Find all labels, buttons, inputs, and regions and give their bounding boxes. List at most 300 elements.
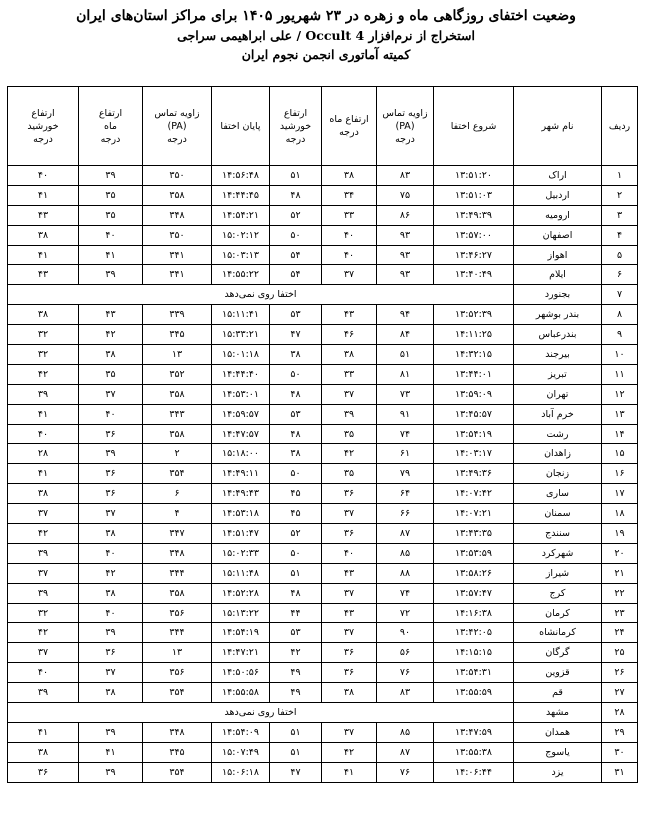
cell-end: ۱۴:۴۷:۲۱ <box>212 643 270 663</box>
cell-row-number: ۳ <box>602 205 638 225</box>
cell-moon-alt-start: ۳۷ <box>322 722 377 742</box>
cell-sun-alt-start: ۵۰ <box>270 464 322 484</box>
cell-moon-alt-end: ۳۵ <box>79 364 143 384</box>
cell-sun-alt-end: ۴۲ <box>8 524 79 544</box>
cell-start: ۱۳:۵۳:۵۹ <box>434 543 514 563</box>
cell-moon-alt-start: ۳۳ <box>322 205 377 225</box>
table-row <box>8 504 638 524</box>
cell-sun-alt-start: ۵۰ <box>270 543 322 563</box>
table-row <box>8 345 638 365</box>
cell-start: ۱۳:۴۶:۲۷ <box>434 245 514 265</box>
table-row <box>8 583 638 603</box>
cell-pa-end: ۶ <box>143 484 212 504</box>
cell-moon-alt-end: ۴۳ <box>79 305 143 325</box>
cell-sun-alt-start: ۴۹ <box>270 663 322 683</box>
cell-moon-alt-start: ۴۶ <box>322 325 377 345</box>
table-header-row <box>8 87 638 166</box>
cell-moon-alt-start: ۳۷ <box>322 265 377 285</box>
table-row <box>8 245 638 265</box>
cell-start: ۱۳:۴۹:۳۹ <box>434 205 514 225</box>
cell-start: ۱۳:۴۷:۵۹ <box>434 722 514 742</box>
cell-row-number: ۲۶ <box>602 663 638 683</box>
cell-pa-end: ۳۴۸ <box>143 722 212 742</box>
cell-sun-alt-start: ۵۲ <box>270 524 322 544</box>
cell-sun-alt-end: ۴۱ <box>8 185 79 205</box>
cell-row-number: ۱۱ <box>602 364 638 384</box>
cell-end: ۱۵:۱۱:۴۱ <box>212 305 270 325</box>
cell-pa-end: ۳۳۹ <box>143 305 212 325</box>
cell-moon-alt-end: ۳۶ <box>79 424 143 444</box>
cell-row-number: ۱ <box>602 166 638 186</box>
cell-city: بندرعباس <box>514 325 602 345</box>
cell-row-number: ۱۶ <box>602 464 638 484</box>
cell-end: ۱۴:۵۱:۴۷ <box>212 524 270 544</box>
header-row-number: ردیف <box>602 87 638 166</box>
cell-moon-alt-start: ۳۶ <box>322 663 377 683</box>
header-pa-start: زاویه تماس (PA) درجه <box>377 87 434 166</box>
cell-moon-alt-end: ۳۹ <box>79 444 143 464</box>
cell-moon-alt-end: ۳۹ <box>79 762 143 782</box>
cell-sun-alt-start: ۴۴ <box>270 603 322 623</box>
cell-end: ۱۴:۵۴:۰۹ <box>212 722 270 742</box>
cell-row-number: ۵ <box>602 245 638 265</box>
header-end: پایان اختفا <box>212 87 270 166</box>
cell-sun-alt-start: ۴۸ <box>270 384 322 404</box>
cell-sun-alt-end: ۳۹ <box>8 384 79 404</box>
cell-start: ۱۳:۴۵:۵۷ <box>434 404 514 424</box>
cell-moon-alt-end: ۳۶ <box>79 464 143 484</box>
cell-moon-alt-start: ۳۹ <box>322 404 377 424</box>
header-start: شروع اختفا <box>434 87 514 166</box>
cell-start: ۱۳:۴۹:۳۶ <box>434 464 514 484</box>
cell-city: اهواز <box>514 245 602 265</box>
cell-city: تبریز <box>514 364 602 384</box>
cell-moon-alt-start: ۴۰ <box>322 245 377 265</box>
table-row <box>8 484 638 504</box>
cell-start: ۱۳:۵۱:۲۰ <box>434 166 514 186</box>
cell-pa-end: ۳۴۱ <box>143 245 212 265</box>
cell-end: ۱۵:۰۲:۱۲ <box>212 225 270 245</box>
table-row <box>8 643 638 663</box>
cell-sun-alt-start: ۵۱ <box>270 563 322 583</box>
table-row <box>8 285 638 305</box>
cell-pa-end: ۳۵۴ <box>143 464 212 484</box>
cell-moon-alt-end: ۳۷ <box>79 663 143 683</box>
cell-pa-start: ۸۷ <box>377 524 434 544</box>
cell-start: ۱۳:۵۸:۲۶ <box>434 563 514 583</box>
cell-city: اصفهان <box>514 225 602 245</box>
cell-moon-alt-end: ۳۷ <box>79 504 143 524</box>
cell-city: کرمان <box>514 603 602 623</box>
table-row <box>8 404 638 424</box>
cell-moon-alt-end: ۴۲ <box>79 563 143 583</box>
cell-end: ۱۵:۳۳:۲۱ <box>212 325 270 345</box>
cell-sun-alt-end: ۴۰ <box>8 663 79 683</box>
cell-end: ۱۵:۰۲:۳۳ <box>212 543 270 563</box>
cell-moon-alt-start: ۳۸ <box>322 345 377 365</box>
cell-sun-alt-start: ۴۷ <box>270 325 322 345</box>
cell-city: بندر بوشهر <box>514 305 602 325</box>
cell-end: ۱۴:۵۴:۱۹ <box>212 623 270 643</box>
cell-sun-alt-end: ۴۳ <box>8 265 79 285</box>
cell-moon-alt-end: ۳۸ <box>79 683 143 703</box>
cell-pa-end: ۳۵۰ <box>143 225 212 245</box>
cell-sun-alt-start: ۴۷ <box>270 762 322 782</box>
cell-city: تهران <box>514 384 602 404</box>
table-row <box>8 603 638 623</box>
cell-pa-start: ۹۳ <box>377 245 434 265</box>
cell-moon-alt-end: ۳۹ <box>79 722 143 742</box>
cell-pa-start: ۸۷ <box>377 742 434 762</box>
cell-moon-alt-end: ۴۲ <box>79 325 143 345</box>
cell-moon-alt-start: ۴۲ <box>322 742 377 762</box>
cell-row-number: ۲۷ <box>602 683 638 703</box>
cell-sun-alt-end: ۴۱ <box>8 245 79 265</box>
cell-sun-alt-start: ۵۱ <box>270 166 322 186</box>
cell-end: ۱۴:۵۳:۱۸ <box>212 504 270 524</box>
cell-city: گرگان <box>514 643 602 663</box>
header-pa-end: زاویه تماس (PA) درجه <box>143 87 212 166</box>
cell-end: ۱۴:۴۴:۴۰ <box>212 364 270 384</box>
table-row <box>8 623 638 643</box>
cell-row-number: ۳۰ <box>602 742 638 762</box>
cell-end: ۱۵:۱۸:۰۰ <box>212 444 270 464</box>
cell-pa-end: ۳۴۴ <box>143 563 212 583</box>
cell-city: ایلام <box>514 265 602 285</box>
cell-start: ۱۳:۴۴:۰۱ <box>434 364 514 384</box>
cell-sun-alt-start: ۴۸ <box>270 185 322 205</box>
cell-moon-alt-end: ۳۶ <box>79 484 143 504</box>
cell-moon-alt-start: ۳۳ <box>322 364 377 384</box>
cell-row-number: ۱۴ <box>602 424 638 444</box>
cell-city: قم <box>514 683 602 703</box>
cell-moon-alt-end: ۴۰ <box>79 404 143 424</box>
table-body <box>8 166 638 783</box>
cell-pa-end: ۳۵۲ <box>143 364 212 384</box>
cell-start: ۱۴:۰۷:۲۱ <box>434 504 514 524</box>
cell-end: ۱۵:۰۳:۱۳ <box>212 245 270 265</box>
cell-start: ۱۳:۴۳:۳۵ <box>434 524 514 544</box>
cell-row-number: ۲۹ <box>602 722 638 742</box>
cell-city: زنجان <box>514 464 602 484</box>
cell-pa-start: ۷۴ <box>377 424 434 444</box>
cell-moon-alt-end: ۴۰ <box>79 225 143 245</box>
cell-sun-alt-end: ۳۸ <box>8 484 79 504</box>
cell-row-number: ۳۱ <box>602 762 638 782</box>
cell-sun-alt-start: ۵۳ <box>270 404 322 424</box>
cell-sun-alt-end: ۴۲ <box>8 364 79 384</box>
cell-start: ۱۳:۵۵:۳۸ <box>434 742 514 762</box>
cell-sun-alt-start: ۵۱ <box>270 742 322 762</box>
cell-moon-alt-start: ۳۸ <box>322 166 377 186</box>
cell-end: ۱۴:۵۵:۵۸ <box>212 683 270 703</box>
cell-start: ۱۳:۵۷:۴۷ <box>434 583 514 603</box>
document-subtitle: استخراج از نرم‌افزار Occult 4 / علی ابراهیمی سراجی <box>177 28 475 43</box>
cell-sun-alt-end: ۴۳ <box>8 205 79 225</box>
table-row <box>8 305 638 325</box>
cell-moon-alt-end: ۳۶ <box>79 643 143 663</box>
cell-pa-start: ۹۳ <box>377 225 434 245</box>
table-row <box>8 762 638 782</box>
table-row <box>8 225 638 245</box>
cell-start: ۱۳:۴۰:۴۹ <box>434 265 514 285</box>
cell-city: کرج <box>514 583 602 603</box>
cell-pa-end: ۲ <box>143 444 212 464</box>
cell-sun-alt-start: ۴۸ <box>270 583 322 603</box>
organization-line: کمیته آماتوری انجمن نجوم ایران <box>241 47 411 62</box>
table-row <box>8 384 638 404</box>
cell-end: ۱۴:۵۴:۲۱ <box>212 205 270 225</box>
cell-sun-alt-start: ۳۸ <box>270 444 322 464</box>
cell-end: ۱۵:۱۱:۴۸ <box>212 563 270 583</box>
cell-sun-alt-start: ۵۱ <box>270 722 322 742</box>
table-row <box>8 563 638 583</box>
cell-city: رشت <box>514 424 602 444</box>
cell-start: ۱۴:۳۲:۱۵ <box>434 345 514 365</box>
cell-pa-end: ۳۵۰ <box>143 166 212 186</box>
cell-start: ۱۳:۵۷:۰۰ <box>434 225 514 245</box>
cell-city: یاسوج <box>514 742 602 762</box>
cell-pa-start: ۷۲ <box>377 603 434 623</box>
no-occultation-note: اختفا روی نمی‌دهد <box>8 285 514 305</box>
table-row <box>8 464 638 484</box>
cell-sun-alt-end: ۳۶ <box>8 762 79 782</box>
cell-moon-alt-end: ۳۵ <box>79 205 143 225</box>
cell-row-number: ۲۰ <box>602 543 638 563</box>
cell-sun-alt-end: ۳۹ <box>8 543 79 563</box>
cell-row-number: ۲۲ <box>602 583 638 603</box>
cell-row-number: ۲۴ <box>602 623 638 643</box>
cell-start: ۱۳:۵۲:۳۹ <box>434 305 514 325</box>
cell-moon-alt-start: ۳۷ <box>322 504 377 524</box>
cell-pa-start: ۶۱ <box>377 444 434 464</box>
cell-moon-alt-start: ۳۶ <box>322 643 377 663</box>
cell-sun-alt-start: ۴۸ <box>270 424 322 444</box>
table-row <box>8 742 638 762</box>
cell-city: یزد <box>514 762 602 782</box>
cell-moon-alt-end: ۳۹ <box>79 265 143 285</box>
cell-pa-start: ۸۳ <box>377 166 434 186</box>
cell-moon-alt-start: ۴۲ <box>322 444 377 464</box>
cell-sun-alt-start: ۴۲ <box>270 643 322 663</box>
header-sun-alt-start: ارتفاع خورشید درجه <box>270 87 322 166</box>
cell-city: شیراز <box>514 563 602 583</box>
cell-city: بجنورد <box>514 285 602 305</box>
cell-pa-start: ۷۵ <box>377 185 434 205</box>
table-row <box>8 205 638 225</box>
cell-end: ۱۵:۰۷:۴۹ <box>212 742 270 762</box>
cell-sun-alt-end: ۳۸ <box>8 305 79 325</box>
cell-pa-start: ۵۱ <box>377 345 434 365</box>
cell-sun-alt-start: ۴۹ <box>270 683 322 703</box>
cell-moon-alt-start: ۳۷ <box>322 384 377 404</box>
cell-sun-alt-start: ۳۸ <box>270 345 322 365</box>
cell-sun-alt-start: ۴۵ <box>270 484 322 504</box>
cell-pa-start: ۶۶ <box>377 504 434 524</box>
cell-end: ۱۴:۵۵:۲۲ <box>212 265 270 285</box>
cell-row-number: ۲ <box>602 185 638 205</box>
cell-end: ۱۵:۰۶:۱۸ <box>212 762 270 782</box>
cell-pa-end: ۳۴۷ <box>143 524 212 544</box>
cell-sun-alt-end: ۳۹ <box>8 683 79 703</box>
cell-start: ۱۴:۱۶:۳۸ <box>434 603 514 623</box>
cell-moon-alt-end: ۴۱ <box>79 742 143 762</box>
cell-pa-start: ۶۴ <box>377 484 434 504</box>
occultation-table <box>7 86 638 783</box>
cell-moon-alt-start: ۴۱ <box>322 762 377 782</box>
cell-pa-end: ۳۴۸ <box>143 543 212 563</box>
header-sun-alt-end: ارتفاع خورشید درجه <box>8 87 79 166</box>
cell-city: زاهدان <box>514 444 602 464</box>
cell-city: سنندج <box>514 524 602 544</box>
header-moon-alt-start: ارتفاع ماه درجه <box>322 87 377 166</box>
cell-end: ۱۴:۵۰:۵۶ <box>212 663 270 683</box>
cell-sun-alt-end: ۳۸ <box>8 742 79 762</box>
cell-pa-end: ۳۵۴ <box>143 683 212 703</box>
cell-sun-alt-start: ۵۴ <box>270 265 322 285</box>
cell-moon-alt-start: ۳۸ <box>322 683 377 703</box>
cell-moon-alt-start: ۴۰ <box>322 225 377 245</box>
cell-sun-alt-end: ۴۱ <box>8 722 79 742</box>
cell-row-number: ۶ <box>602 265 638 285</box>
cell-start: ۱۳:۵۴:۳۱ <box>434 663 514 683</box>
cell-sun-alt-end: ۳۷ <box>8 563 79 583</box>
cell-city: مشهد <box>514 703 602 723</box>
cell-start: ۱۴:۰۶:۴۴ <box>434 762 514 782</box>
cell-row-number: ۱۲ <box>602 384 638 404</box>
cell-sun-alt-end: ۳۲ <box>8 603 79 623</box>
cell-pa-end: ۳۵۸ <box>143 384 212 404</box>
cell-moon-alt-end: ۳۹ <box>79 166 143 186</box>
table-row <box>8 364 638 384</box>
cell-city: سمنان <box>514 504 602 524</box>
cell-city: اراک <box>514 166 602 186</box>
cell-end: ۱۴:۴۷:۵۷ <box>212 424 270 444</box>
cell-row-number: ۷ <box>602 285 638 305</box>
cell-row-number: ۱۵ <box>602 444 638 464</box>
cell-moon-alt-start: ۳۵ <box>322 464 377 484</box>
cell-end: ۱۵:۱۳:۲۲ <box>212 603 270 623</box>
cell-start: ۱۳:۵۴:۱۹ <box>434 424 514 444</box>
cell-start: ۱۳:۵۹:۰۹ <box>434 384 514 404</box>
cell-end: ۱۴:۵۶:۴۸ <box>212 166 270 186</box>
cell-moon-alt-end: ۳۷ <box>79 384 143 404</box>
cell-city: خرم آباد <box>514 404 602 424</box>
header-moon-alt-end: ارتفاع ماه درجه <box>79 87 143 166</box>
cell-end: ۱۵:۰۱:۱۸ <box>212 345 270 365</box>
cell-sun-alt-start: ۵۳ <box>270 305 322 325</box>
cell-pa-start: ۸۳ <box>377 683 434 703</box>
cell-moon-alt-end: ۳۸ <box>79 583 143 603</box>
cell-sun-alt-end: ۳۲ <box>8 325 79 345</box>
cell-start: ۱۴:۱۱:۲۵ <box>434 325 514 345</box>
cell-end: ۱۴:۵۳:۰۱ <box>212 384 270 404</box>
cell-pa-end: ۳۵۶ <box>143 603 212 623</box>
cell-start: ۱۴:۱۵:۱۵ <box>434 643 514 663</box>
cell-sun-alt-end: ۳۹ <box>8 583 79 603</box>
table-row <box>8 683 638 703</box>
header-city: نام شهر <box>514 87 602 166</box>
cell-moon-alt-start: ۴۳ <box>322 603 377 623</box>
cell-row-number: ۱۳ <box>602 404 638 424</box>
cell-pa-end: ۱۳ <box>143 643 212 663</box>
cell-row-number: ۴ <box>602 225 638 245</box>
cell-city: اردبیل <box>514 185 602 205</box>
cell-moon-alt-end: ۴۱ <box>79 245 143 265</box>
cell-row-number: ۲۸ <box>602 703 638 723</box>
table-row <box>8 663 638 683</box>
cell-sun-alt-start: ۵۲ <box>270 205 322 225</box>
cell-pa-end: ۳۵۴ <box>143 762 212 782</box>
cell-row-number: ۸ <box>602 305 638 325</box>
cell-pa-end: ۴ <box>143 504 212 524</box>
cell-pa-start: ۹۳ <box>377 265 434 285</box>
cell-city: همدان <box>514 722 602 742</box>
cell-pa-end: ۱۳ <box>143 345 212 365</box>
cell-pa-end: ۳۵۶ <box>143 663 212 683</box>
cell-end: ۱۴:۴۹:۴۳ <box>212 484 270 504</box>
cell-row-number: ۲۱ <box>602 563 638 583</box>
cell-sun-alt-start: ۴۵ <box>270 504 322 524</box>
cell-moon-alt-start: ۳۵ <box>322 424 377 444</box>
cell-pa-start: ۸۵ <box>377 722 434 742</box>
document-title: وضعیت اختفای روزگاهی ماه و زهره در ۲۳ شهریور ۱۴۰۵ برای مراکز استان‌های ایران <box>76 8 576 24</box>
cell-pa-start: ۷۶ <box>377 663 434 683</box>
cell-moon-alt-start: ۳۴ <box>322 185 377 205</box>
cell-end: ۱۴:۵۲:۲۸ <box>212 583 270 603</box>
cell-pa-start: ۷۹ <box>377 464 434 484</box>
cell-moon-alt-end: ۴۰ <box>79 603 143 623</box>
cell-sun-alt-start: ۵۰ <box>270 364 322 384</box>
cell-moon-alt-end: ۳۹ <box>79 623 143 643</box>
cell-pa-start: ۵۶ <box>377 643 434 663</box>
cell-pa-start: ۹۰ <box>377 623 434 643</box>
cell-pa-start: ۸۶ <box>377 205 434 225</box>
table-row <box>8 722 638 742</box>
cell-sun-alt-end: ۴۲ <box>8 623 79 643</box>
cell-sun-alt-end: ۴۱ <box>8 464 79 484</box>
cell-moon-alt-end: ۳۵ <box>79 185 143 205</box>
cell-pa-start: ۹۴ <box>377 305 434 325</box>
cell-pa-start: ۷۶ <box>377 762 434 782</box>
cell-moon-alt-start: ۴۰ <box>322 543 377 563</box>
table-row <box>8 444 638 464</box>
cell-end: ۱۴:۴۹:۱۱ <box>212 464 270 484</box>
cell-moon-alt-end: ۴۰ <box>79 543 143 563</box>
cell-sun-alt-end: ۳۸ <box>8 225 79 245</box>
cell-pa-start: ۸۴ <box>377 325 434 345</box>
cell-moon-alt-start: ۳۶ <box>322 524 377 544</box>
cell-sun-alt-end: ۴۰ <box>8 166 79 186</box>
cell-city: قزوین <box>514 663 602 683</box>
cell-pa-end: ۳۵۸ <box>143 185 212 205</box>
no-occultation-note: اختفا روی نمی‌دهد <box>8 703 514 723</box>
cell-start: ۱۳:۵۱:۰۳ <box>434 185 514 205</box>
cell-sun-alt-end: ۲۸ <box>8 444 79 464</box>
title-block <box>0 0 652 64</box>
cell-row-number: ۱۹ <box>602 524 638 544</box>
table-row <box>8 524 638 544</box>
cell-pa-end: ۳۴۳ <box>143 404 212 424</box>
cell-city: بیرجند <box>514 345 602 365</box>
cell-sun-alt-end: ۳۷ <box>8 643 79 663</box>
cell-end: ۱۴:۵۹:۵۷ <box>212 404 270 424</box>
cell-sun-alt-start: ۵۴ <box>270 245 322 265</box>
table-row <box>8 543 638 563</box>
cell-moon-alt-start: ۳۷ <box>322 583 377 603</box>
cell-row-number: ۱۰ <box>602 345 638 365</box>
cell-row-number: ۲۳ <box>602 603 638 623</box>
